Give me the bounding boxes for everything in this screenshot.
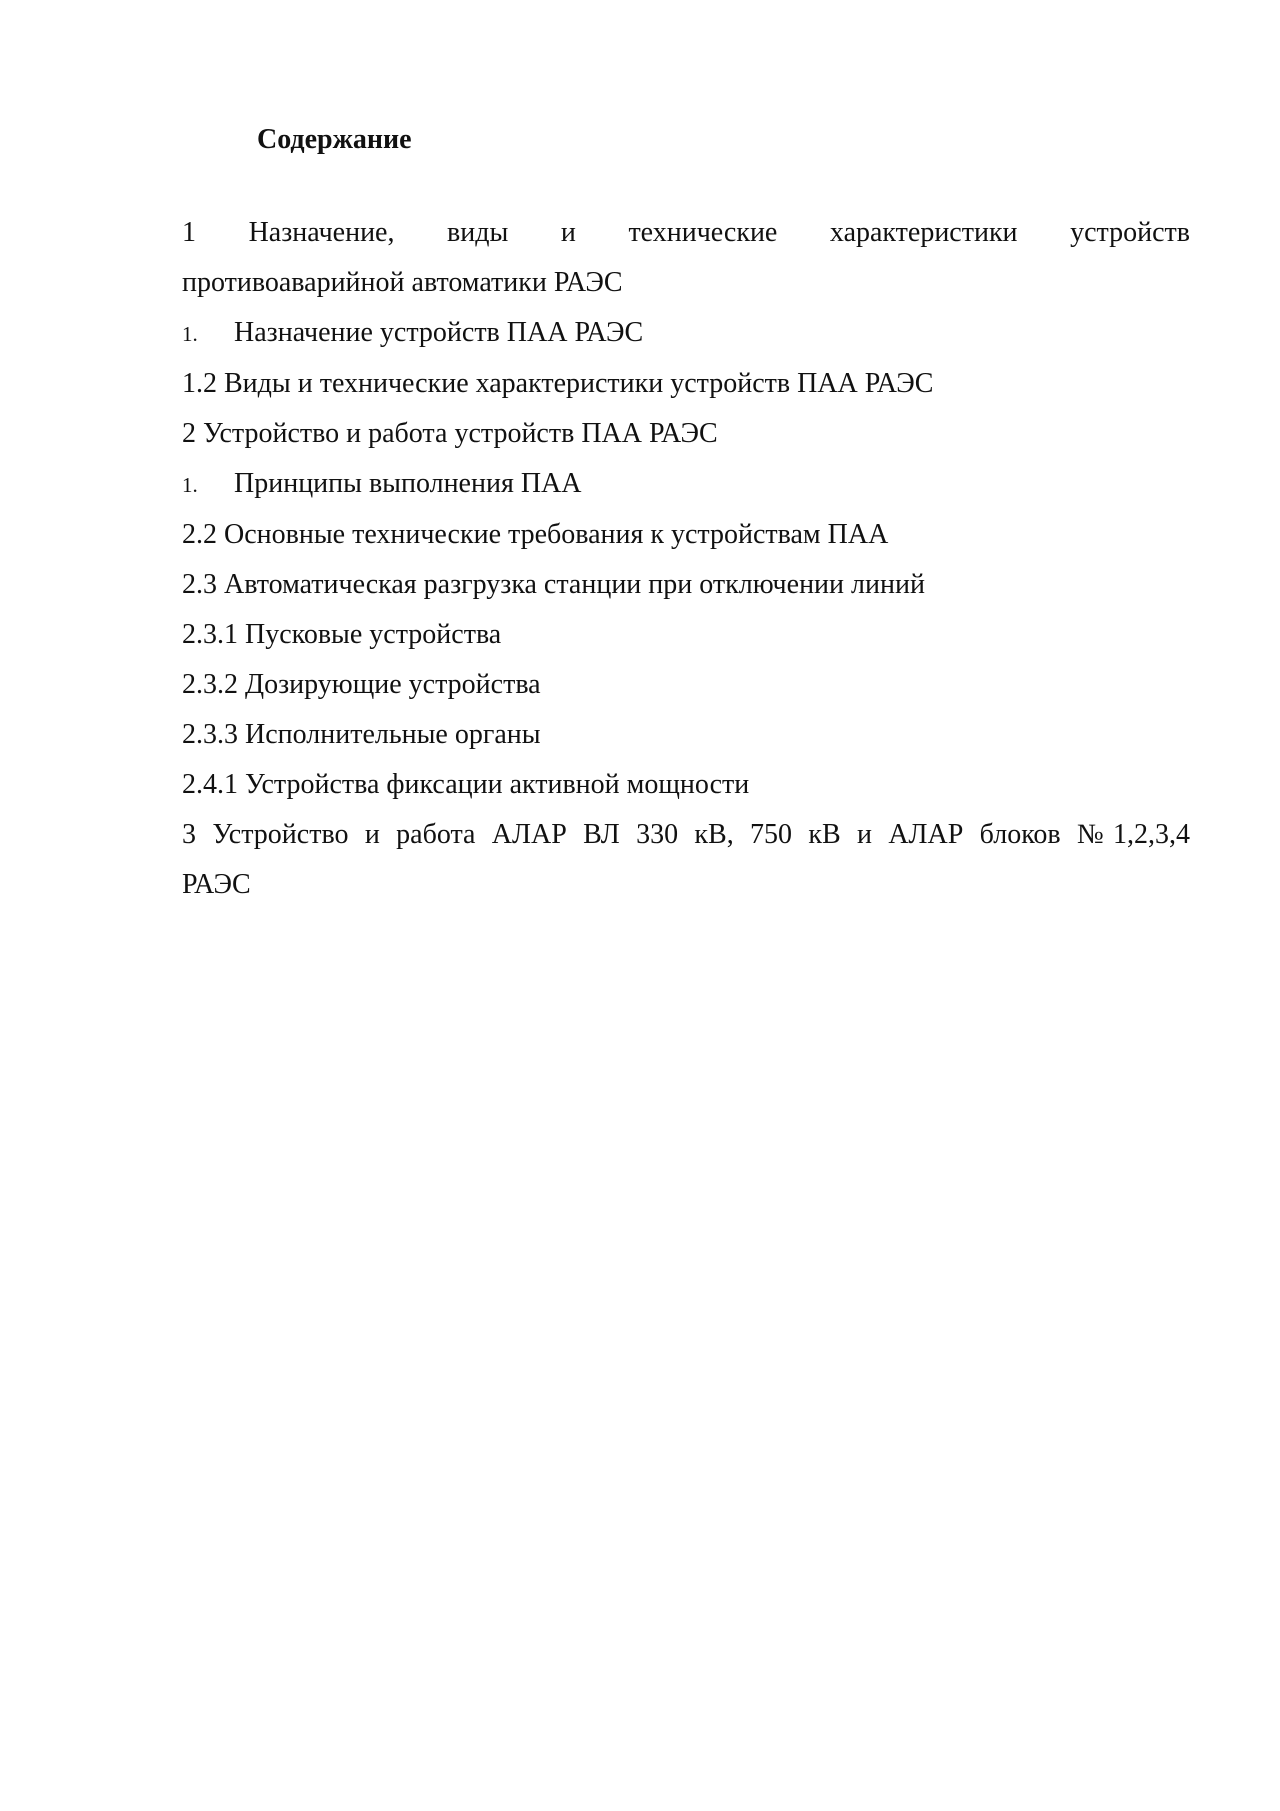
toc-entry-2-3-3: 2.3.3 Исполнительные органы — [182, 719, 541, 750]
toc-entry-2-3-1: 2.3.1 Пусковые устройства — [182, 619, 502, 650]
table-of-contents — [182, 208, 1190, 910]
toc-entry-1-line-2: противоаварийной автоматики РАЭС — [182, 267, 623, 298]
toc-entry-1 — [182, 208, 1190, 308]
toc-entry-1-1 — [182, 308, 1190, 359]
toc-entry-text: Назначение устройств ПАА РАЭС — [234, 317, 644, 348]
toc-list-marker: 1. — [182, 473, 198, 497]
toc-entry-3-line-2: РАЭС — [182, 869, 251, 900]
toc-entry-3-line-1: 3 Устройство и работа АЛАР ВЛ 330 кВ, 750 кВ и АЛАР блоков №1,2,3,4 — [182, 819, 1190, 850]
toc-entry-2-3-2: 2.3.2 Дозирующие устройства — [182, 669, 541, 700]
toc-entry-2-3: 2.3 Автоматическая разгрузка станции при отключении линий — [182, 569, 925, 600]
toc-entry-2-1 — [182, 459, 1190, 510]
toc-entry-1-line-1: 1 Назначение, виды и технические характеристики устройств — [182, 217, 1190, 248]
toc-entry-3 — [182, 810, 1190, 910]
toc-entry-text: Принципы выполнения ПАА — [234, 468, 582, 499]
toc-entry-2-4-1: 2.4.1 Устройства фиксации активной мощности — [182, 769, 750, 800]
toc-entry-2-2: 2.2 Основные технические требования к устройствам ПАА — [182, 519, 889, 550]
toc-list-marker: 1. — [182, 322, 198, 346]
toc-title: Содержание — [257, 124, 412, 155]
toc-entry-1-2: 1.2 Виды и технические характеристики устройств ПАА РАЭС — [182, 368, 934, 399]
toc-entry-2: 2 Устройство и работа устройств ПАА РАЭС — [182, 418, 718, 449]
